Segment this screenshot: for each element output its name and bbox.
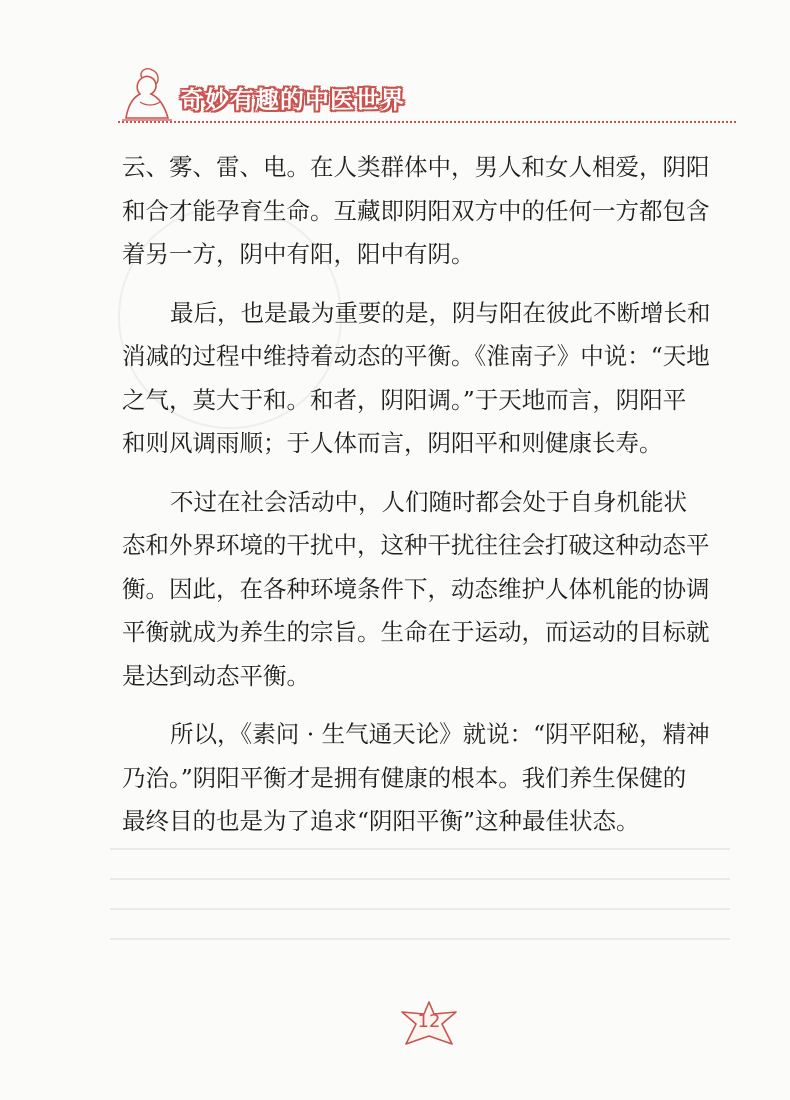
paragraph-4 (122, 713, 734, 844)
paragraph-2 (122, 292, 734, 466)
paragraph-3 (122, 481, 734, 699)
text-line: 云、雾、雷、电。在人类群体中，男人和女人相爱，阴阳 (122, 153, 710, 181)
text-line: 最后，也是最为重要的是，阴与阳在彼此不断增长和 (170, 298, 711, 327)
text-line: 是达到动态平衡。 (122, 661, 310, 690)
doctor-figure-icon (118, 62, 176, 122)
page-number: 12 (417, 1011, 441, 1032)
text-line: 所以，《素问 · 生气通天论》就说：“阴平阳秘，精神 (170, 720, 710, 748)
text-line: 着另一方，阴中有阳，阳中有阴。 (122, 240, 475, 268)
running-header-title: 奇妙有趣的中医世界 (180, 86, 405, 114)
running-header (118, 58, 738, 128)
text-line: 态和外界环境的干扰中，这种干扰往往会打破这种动态平 (122, 531, 710, 559)
text-line: 不过在社会活动中，人们随时都会处于自身机能状 (170, 487, 687, 516)
text-line: 消减的过程中维持着动态的平衡。《淮南子》中说：“天地 (122, 342, 710, 370)
text-line: 衡。因此，在各种环境条件下，动态维护人体机能的协调 (122, 574, 710, 603)
text-line: 和合才能孕育生命。互藏即阴阳双方中的任何一方都包含 (122, 196, 710, 225)
body-text (122, 146, 734, 859)
paragraph-1 (122, 146, 734, 277)
page-number-badge (398, 1000, 460, 1050)
text-line: 之气，莫大于和。和者，阴阳调。”于天地而言，阴阳平 (122, 385, 687, 414)
text-line: 和则风调雨顺；于人体而言，阴阳平和则健康长寿。 (122, 429, 663, 457)
text-line: 乃治。”阴阳平衡才是拥有健康的根本。我们养生保健的 (122, 763, 687, 792)
header-divider (118, 121, 736, 123)
text-line: 平衡就成为养生的宗旨。生命在于运动，而运动的目标就 (122, 618, 710, 646)
text-line: 最终目的也是为了追求“阴阳平衡”这种最佳状态。 (122, 807, 640, 835)
